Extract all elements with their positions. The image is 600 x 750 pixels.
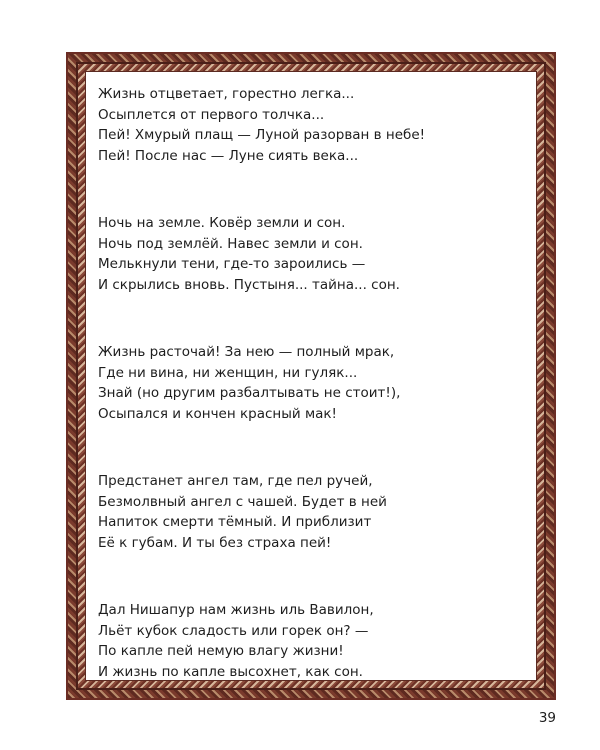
poem-line: Жизнь расточай! За нею — полный мрак, <box>98 344 395 360</box>
page-number: 39 <box>538 710 556 726</box>
stanza-2 <box>98 213 498 295</box>
poem-line: И скрылись вновь. Пустыня... тайна... сон. <box>98 276 400 293</box>
poem-line: Где ни вина, ни женщин, ни гуляк... <box>98 364 358 381</box>
stanza-5 <box>98 600 498 682</box>
poem-line: Осыпался и кончен красный мак! <box>98 405 337 422</box>
poem-line: Безмолвный ангел с чашей. Будет в ней <box>98 493 387 510</box>
poem-line: Жизнь отцветает, горестно легка... <box>98 86 355 102</box>
poem-text <box>98 84 498 729</box>
poem-line: Осыплется от первого толчка... <box>98 106 325 123</box>
stanza-3 <box>98 342 498 424</box>
poem-line: Ночь под землёй. Навес земли и сон. <box>98 235 363 252</box>
stanza-4 <box>98 471 498 553</box>
poem-line: Льёт кубок сладость или горек он? — <box>98 622 369 639</box>
poem-line: Мелькнули тени, где-то зароились — <box>98 256 366 272</box>
poem-line: Напиток смерти тёмный. И приблизит <box>98 514 372 530</box>
poem-line: Пей! Хмурый плащ — Луной разорван в небе! <box>98 127 426 143</box>
poem-line: Предстанет ангел там, где пел ручей, <box>98 473 373 489</box>
poem-line: И жизнь по капле высохнет, как сон. <box>98 663 363 680</box>
poem-line: По капле пей немую влагу жизни! <box>98 643 344 659</box>
poem-line: Её к губам. И ты без страха пей! <box>98 534 332 551</box>
poem-line: Знай (но другим разбалтывать не стоит!), <box>98 385 401 401</box>
poem-line: Пей! После нас — Луне сиять века... <box>98 147 359 164</box>
poem-line: Дал Нишапур нам жизнь иль Вавилон, <box>98 602 374 618</box>
poem-line: Ночь на земле. Ковёр земли и сон. <box>98 215 346 231</box>
stanza-1 <box>98 84 498 166</box>
